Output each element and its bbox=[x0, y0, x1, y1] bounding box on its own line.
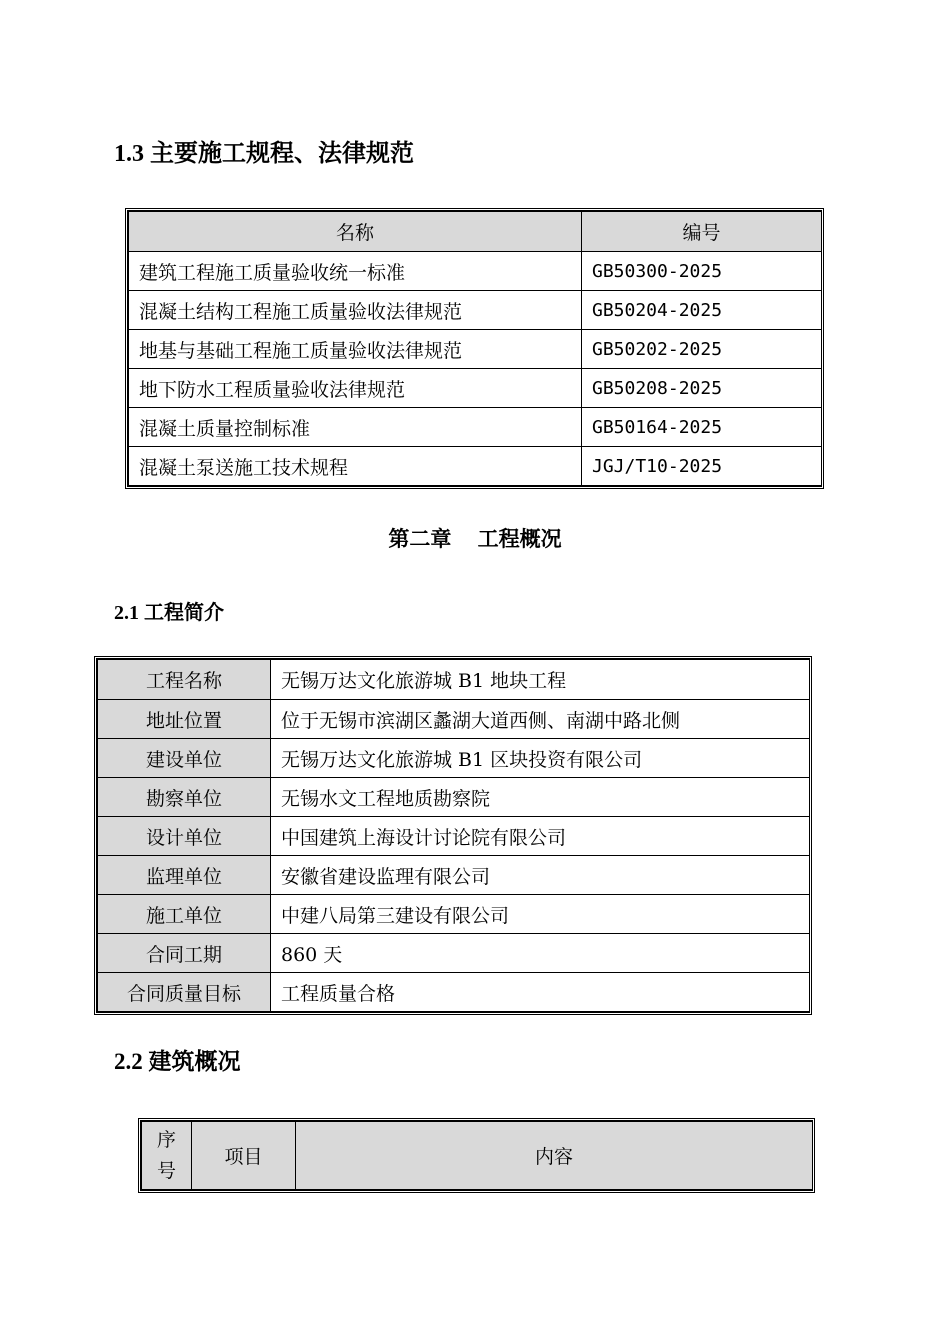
info-label: 建设单位 bbox=[98, 739, 271, 778]
table-row bbox=[129, 330, 822, 369]
table-row bbox=[98, 856, 810, 895]
info-label: 合同质量目标 bbox=[98, 973, 271, 1012]
header-seq-line2: 号 bbox=[156, 1159, 176, 1182]
info-value: 安徽省建设监理有限公司 bbox=[271, 856, 810, 895]
table-row bbox=[129, 291, 822, 330]
info-value: 无锡万达文化旅游城 B1 地块工程 bbox=[271, 660, 810, 700]
header-item: 项目 bbox=[192, 1122, 296, 1190]
info-value: 无锡水文工程地质勘察院 bbox=[271, 778, 810, 817]
table-row bbox=[98, 660, 810, 700]
chapter-title: 第二章 工程概况 bbox=[388, 527, 562, 551]
standard-code: JGJ/T10-2025 bbox=[582, 447, 822, 486]
info-value: 位于无锡市滨湖区蠡湖大道西侧、南湖中路北侧 bbox=[271, 700, 810, 739]
section-1-3-title: 1.3 主要施工规程、法律规范 bbox=[114, 141, 414, 167]
standard-code: GB50300-2025 bbox=[582, 252, 822, 291]
section-2-2-title: 2.2 建筑概况 bbox=[114, 1049, 241, 1074]
info-value: 工程质量合格 bbox=[271, 973, 810, 1012]
info-label: 施工单位 bbox=[98, 895, 271, 934]
table-row bbox=[129, 447, 822, 486]
table-row bbox=[98, 700, 810, 739]
standard-name: 混凝土质量控制标准 bbox=[129, 408, 582, 447]
table-row bbox=[129, 408, 822, 447]
standard-code: GB50202-2025 bbox=[582, 330, 822, 369]
info-value: 860 天 bbox=[271, 934, 810, 973]
table-row bbox=[98, 973, 810, 1012]
header-seq bbox=[142, 1122, 192, 1190]
info-label: 工程名称 bbox=[98, 660, 271, 700]
info-label: 地址位置 bbox=[98, 700, 271, 739]
info-value: 无锡万达文化旅游城 B1 区块投资有限公司 bbox=[271, 739, 810, 778]
building-overview-table bbox=[138, 1118, 815, 1193]
standard-code: GB50208-2025 bbox=[582, 369, 822, 408]
standard-name: 地基与基础工程施工质量验收法律规范 bbox=[129, 330, 582, 369]
table-row bbox=[98, 934, 810, 973]
info-label: 合同工期 bbox=[98, 934, 271, 973]
table-row bbox=[129, 369, 822, 408]
table-row bbox=[98, 817, 810, 856]
standard-code: GB50164-2025 bbox=[582, 408, 822, 447]
table-row bbox=[98, 739, 810, 778]
table-row bbox=[129, 252, 822, 291]
standards-header-name: 名称 bbox=[129, 212, 582, 252]
table-row bbox=[98, 778, 810, 817]
standard-name: 建筑工程施工质量验收统一标准 bbox=[129, 252, 582, 291]
section-2-1-title: 2.1 工程简介 bbox=[114, 602, 224, 624]
standard-name: 地下防水工程质量验收法律规范 bbox=[129, 369, 582, 408]
standard-name: 混凝土泵送施工技术规程 bbox=[129, 447, 582, 486]
info-label: 监理单位 bbox=[98, 856, 271, 895]
standards-table bbox=[125, 208, 824, 489]
standard-code: GB50204-2025 bbox=[582, 291, 822, 330]
info-value: 中建八局第三建设有限公司 bbox=[271, 895, 810, 934]
standards-table-header bbox=[129, 212, 822, 252]
header-seq-line1: 序 bbox=[156, 1128, 176, 1151]
standard-name: 混凝土结构工程施工质量验收法律规范 bbox=[129, 291, 582, 330]
project-info-table bbox=[94, 656, 812, 1015]
building-table-header bbox=[142, 1122, 813, 1190]
header-content: 内容 bbox=[296, 1122, 813, 1190]
info-value: 中国建筑上海设计讨论院有限公司 bbox=[271, 817, 810, 856]
info-label: 勘察单位 bbox=[98, 778, 271, 817]
info-label: 设计单位 bbox=[98, 817, 271, 856]
table-row bbox=[98, 895, 810, 934]
standards-header-code: 编号 bbox=[582, 212, 822, 252]
